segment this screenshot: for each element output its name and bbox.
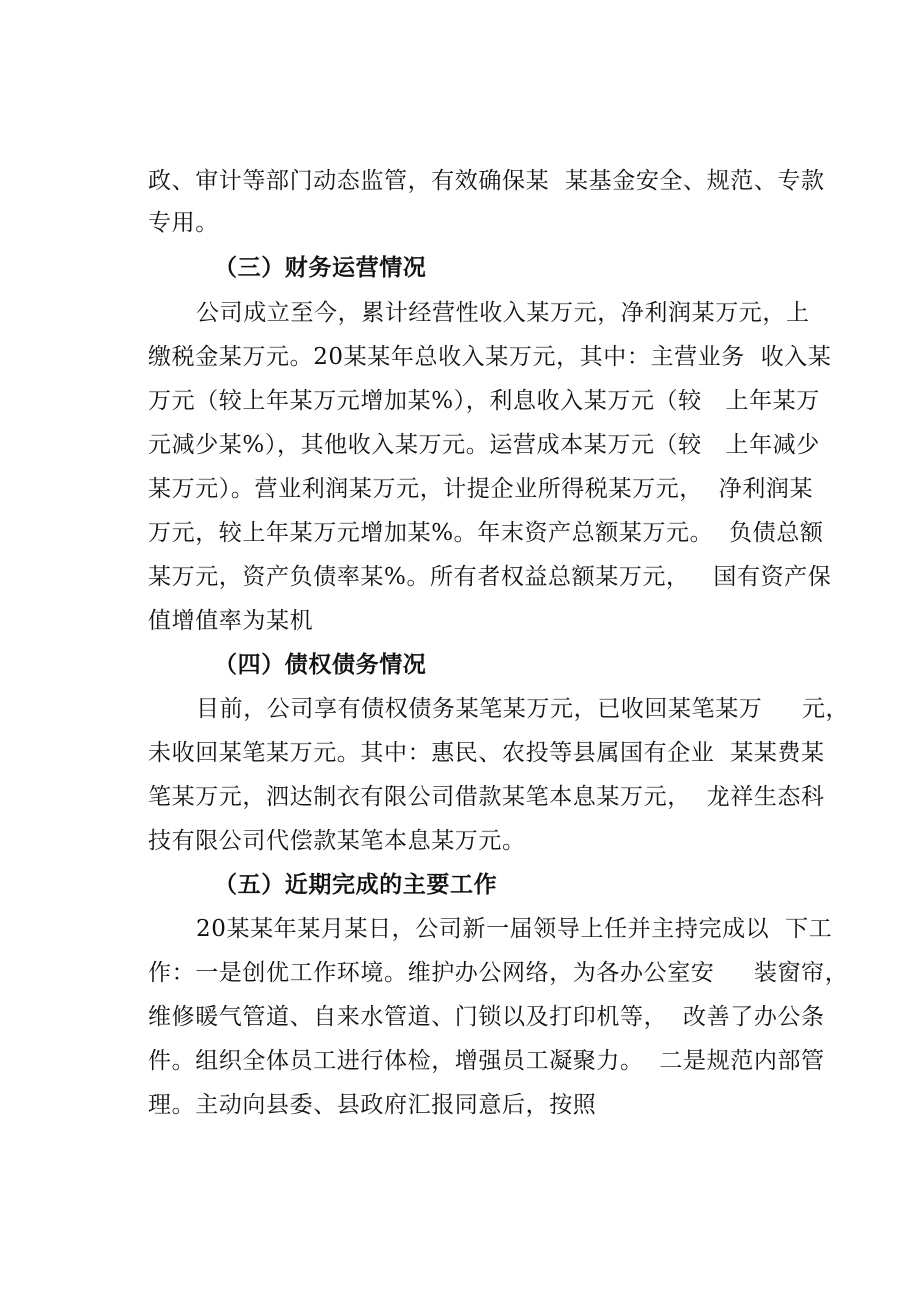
section-4-line-4: 技有限公司代偿款某笔本息某万元。 bbox=[148, 828, 526, 854]
section-3-line-5: 某万元）。营业利润某万元，计提企业所得税某万元， 净利润某 bbox=[148, 476, 814, 502]
section-5-heading: （五）近期完成的主要工作 bbox=[214, 872, 498, 898]
intro-line-1: 政、审计等部门动态监管，有效确保某 某基金安全、规范、专款 bbox=[148, 168, 825, 194]
section-5-line-3: 维修暖气管道、自来水管道、门锁以及打印机等， 改善了办公条 bbox=[148, 1004, 825, 1030]
section-4-line-1: 目前，公司享有债权债务某笔某万元，已收回某笔某万 元， bbox=[196, 696, 850, 722]
section-3-line-2: 缴税金某万元。20某某年总收入某万元，其中：主营业务 收入某 bbox=[148, 344, 832, 370]
section-5-line-5: 理。主动向县委、县政府汇报同意后，按照 bbox=[148, 1092, 597, 1118]
section-4-heading: （四）债权债务情况 bbox=[214, 652, 427, 678]
section-3-heading: （三）财务运营情况 bbox=[214, 255, 427, 281]
section-3-line-3: 万元（较上年某万元增加某%），利息收入某万元（较 上年某万 bbox=[148, 388, 820, 414]
section-3-line-8: 值增值率为某机 bbox=[148, 608, 314, 634]
section-4-line-2: 未收回某笔某万元。其中：惠民、农投等县属国有企业 某某费某 bbox=[148, 740, 825, 766]
section-3-line-1: 公司成立至今，累计经营性收入某万元，净利润某万元，上 bbox=[196, 300, 810, 326]
section-3-line-6: 万元，较上年某万元增加某%。年末资产总额某万元。 负债总额 bbox=[148, 520, 824, 546]
section-4-line-3: 笔某万元，泗达制衣有限公司借款某笔本息某万元， 龙祥生态科 bbox=[148, 784, 825, 810]
section-3-line-7: 某万元，资产负债率某%。所有者权益总额某万元， 国有资产保 bbox=[148, 564, 832, 590]
section-5-line-2: 作：一是创优工作环境。维护办公网络，为各办公室安 装窗帘， bbox=[148, 960, 849, 986]
intro-line-2: 专用。 bbox=[148, 210, 219, 236]
section-5-line-4: 件。组织全体员工进行体检，增强员工凝聚力。 二是规范内部管 bbox=[148, 1048, 825, 1074]
section-5-line-1: 20某某年某月某日，公司新一届领导上任并主持完成以 下工 bbox=[196, 916, 833, 942]
section-3-line-4: 元减少某%），其他收入某万元。运营成本某万元（较 上年减少 bbox=[148, 432, 820, 458]
